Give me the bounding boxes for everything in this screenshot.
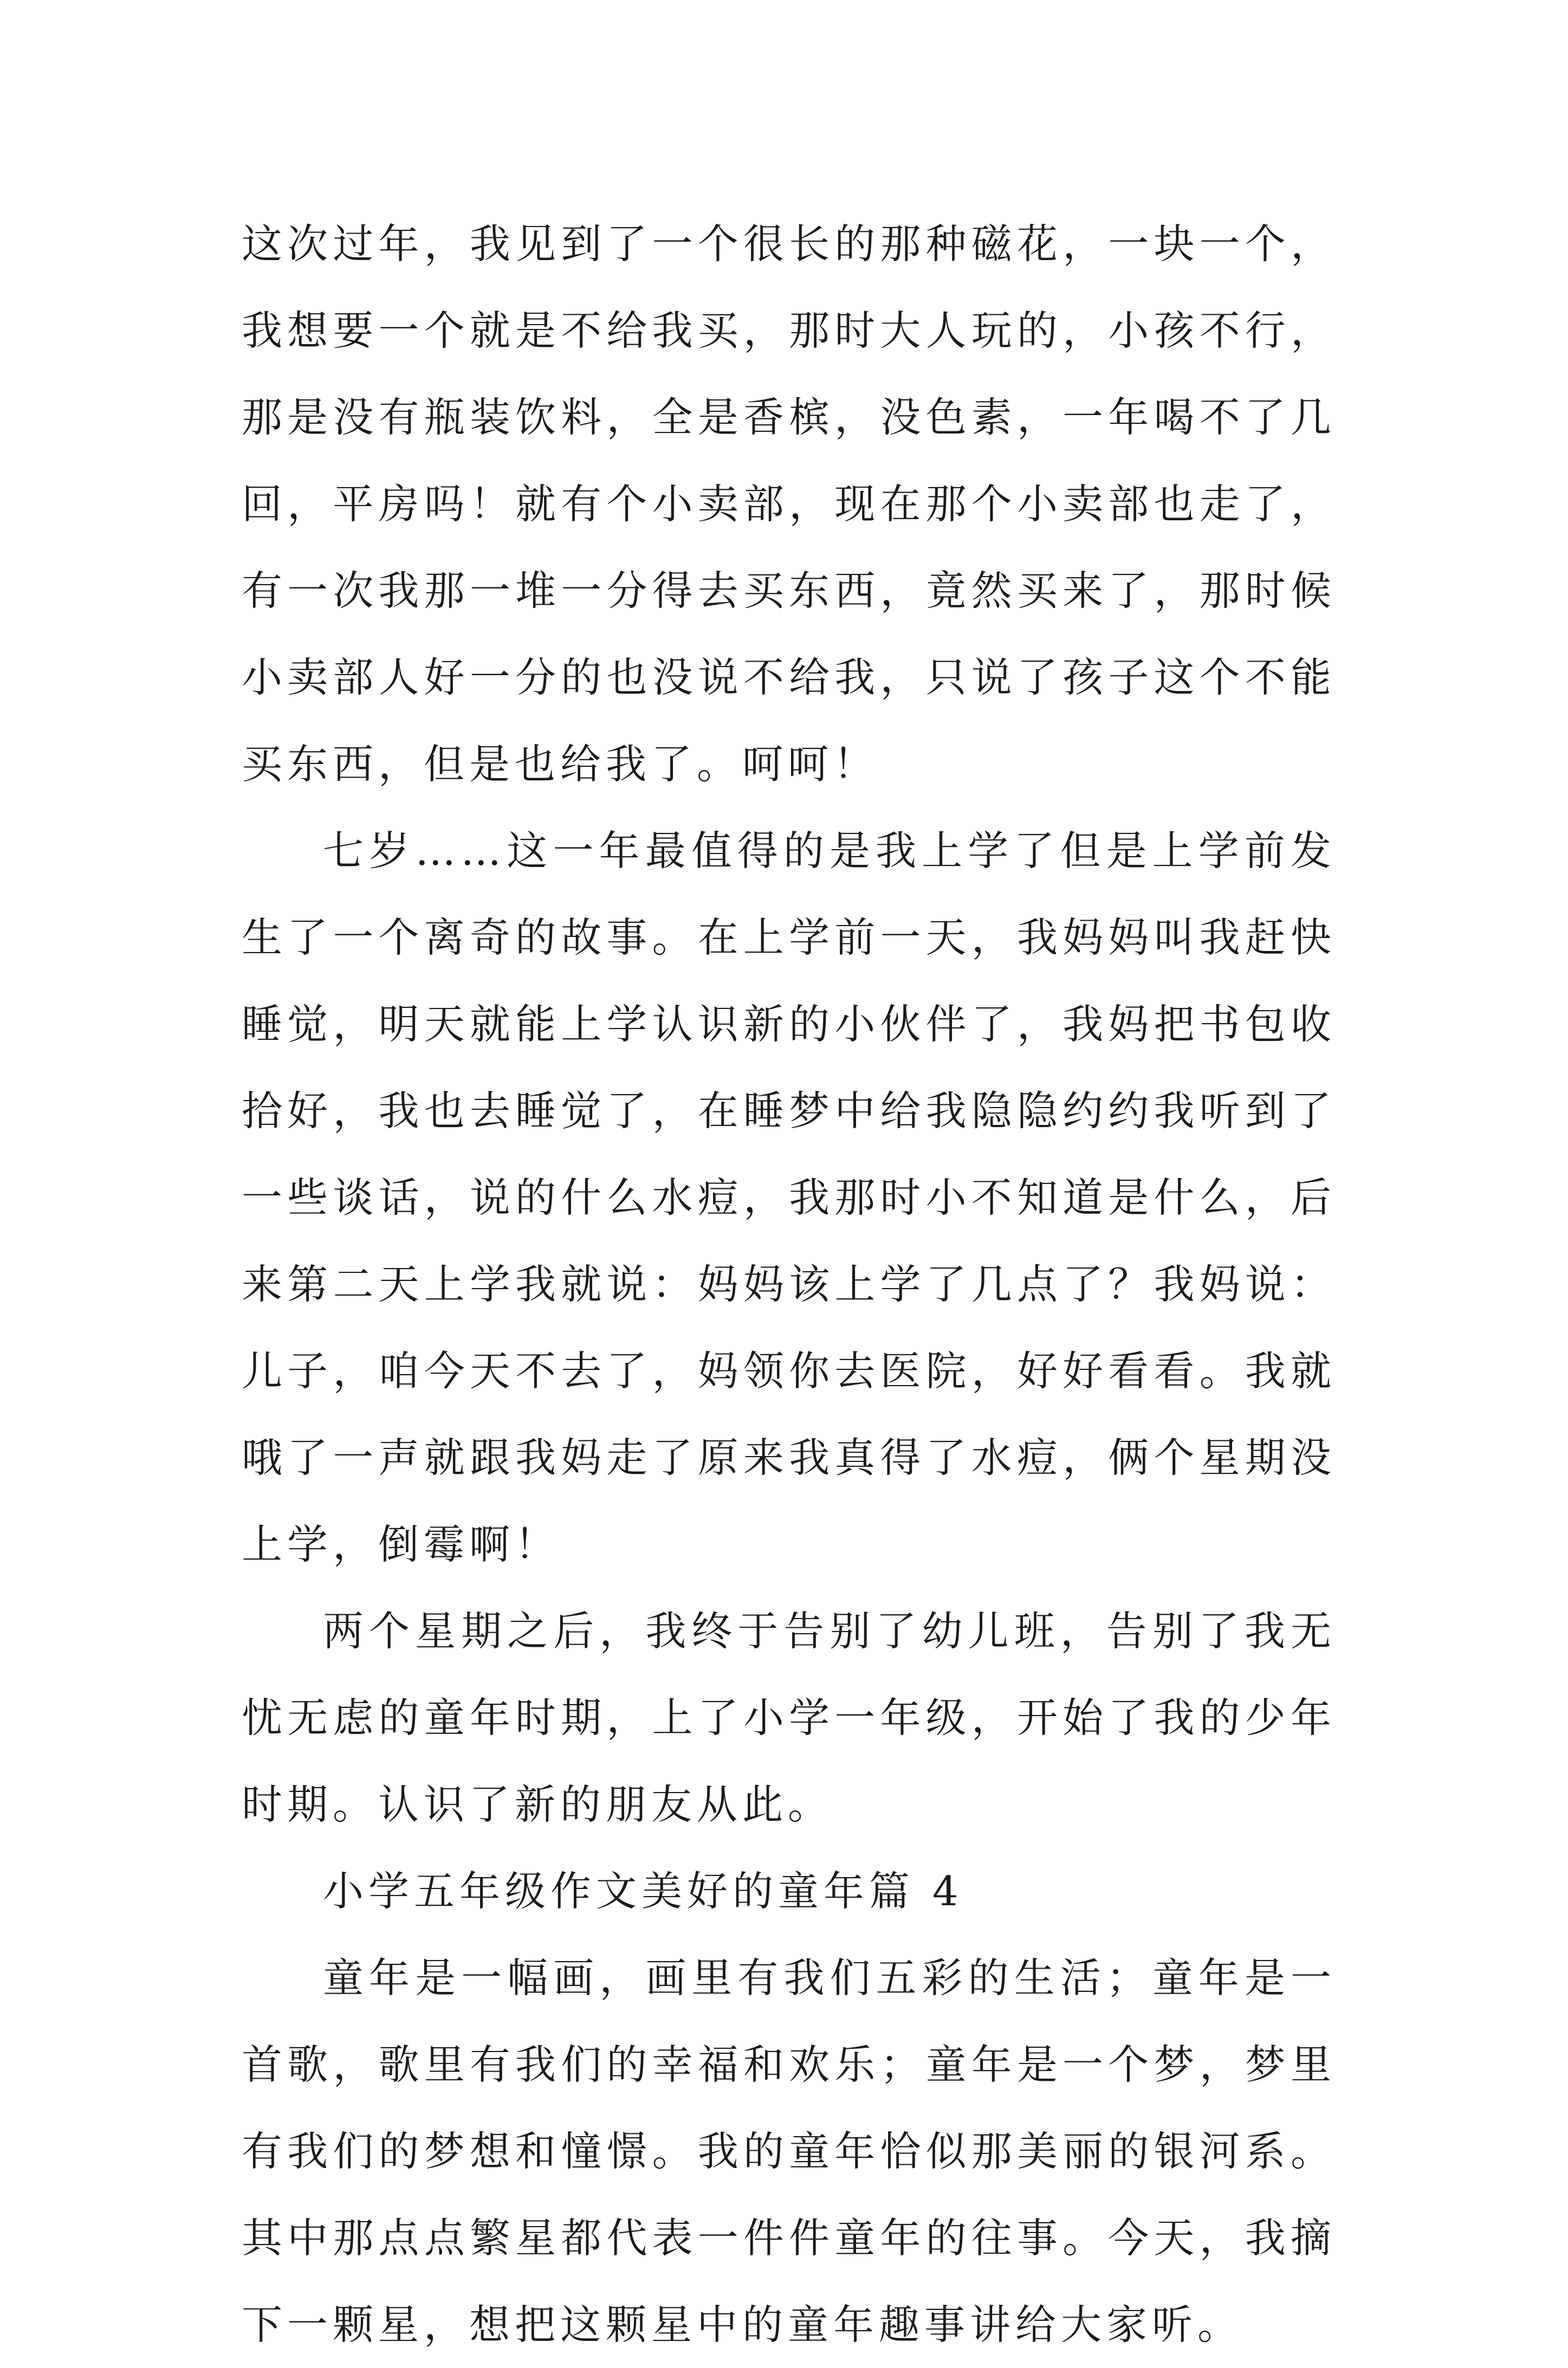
paragraph-3: 两个星期之后，我终于告别了幼儿班，告别了我无忧无虑的童年时期，上了小学一年级，开始了我的少年时期。认识了新的朋友从此。 <box>242 1607 1336 1828</box>
paragraph-4: 童年是一幅画，画里有我们五彩的生活；童年是一首歌，歌里有我们的幸福和欢乐；童年是一个梦，梦里有我们的梦想和憧憬。我的童年恰似那美丽的银河系。其中那点点繁星都代表一件件童年的往事。今天，我摘下一颗星，想把这颗星中的童年趣事讲给大家听。 <box>242 1954 1336 2348</box>
paragraph-2: 七岁……这一年最值得的是我上学了但是上学前发生了一个离奇的故事。在上学前一天，我妈妈叫我赶快睡觉，明天就能上学认识新的小伙伴了，我妈把书包收拾好，我也去睡觉了，在睡梦中给我隐隐约约我听到了一些谈话，说的什么水痘，我那时小不知道是什么，后来第二天上学我就说：妈妈该上学了几点了？我妈说：儿子，咱今天不去了，妈领你去医院，好好看看。我就哦了一声就跟我妈走了原来我真得了水痘，俩个星期没上学，倒霉啊！ <box>242 827 1336 1568</box>
paragraph-1: 这次过年，我见到了一个很长的那种磁花，一块一个，我想要一个就是不给我买，那时大人玩的，小孩不行，那是没有瓶装饮料，全是香槟，没色素，一年喝不了几回，平房吗！就有个小卖部，现在那个小卖部也走了，有一次我那一堆一分得去买东西，竟然买来了，那时候小卖部人好一分的也没说不给我，只说了孩子这个不能买东西，但是也给我了。呵呵！ <box>242 220 1336 788</box>
document-body <box>242 200 1336 2368</box>
section-heading: 小学五年级作文美好的童年篇 4 <box>323 1867 963 1915</box>
